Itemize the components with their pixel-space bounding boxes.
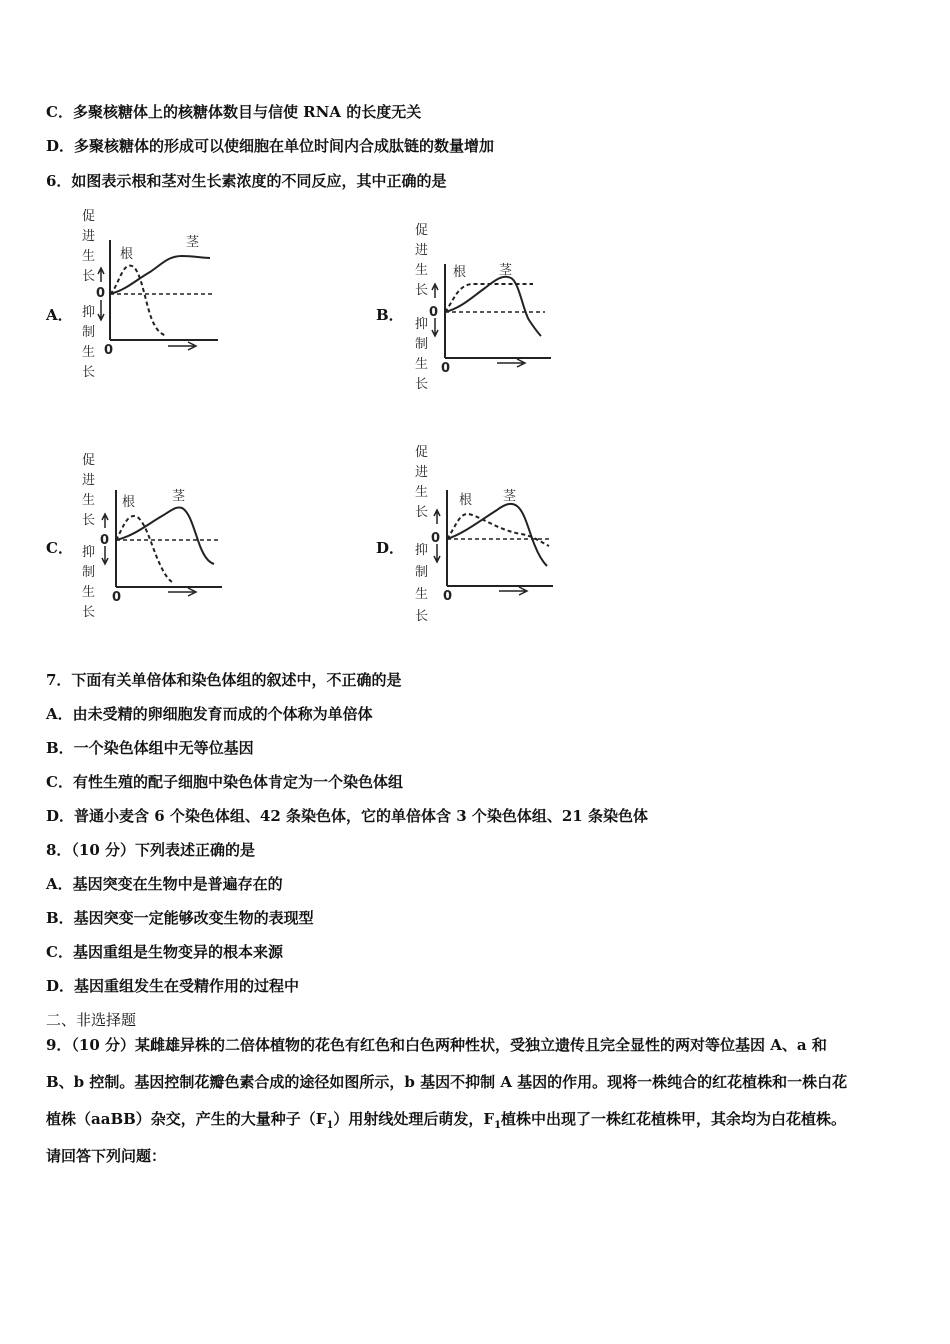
q6-option-a-letter: A． (46, 306, 73, 324)
q9-line-3-part: ）用射线处理后萌发，F (333, 1110, 495, 1128)
q8-stem: 8．（10 分）下列表述正确的是 (46, 841, 256, 859)
axis-label-char: 抑 (82, 305, 96, 320)
right-arrow-icon (499, 587, 527, 595)
axis-label-char: 生 (82, 345, 96, 360)
subscript: 1 (494, 1120, 502, 1131)
root-label: 根 (453, 265, 467, 280)
axis-label-char: 长 (82, 605, 96, 620)
axis-label-char: 进 (82, 473, 96, 488)
axis-label-char: 生 (415, 587, 429, 602)
axis-label-char: 生 (415, 357, 429, 372)
stem-curve (447, 504, 547, 566)
q6-option-c-letter: C． (46, 539, 73, 557)
axis-label-char: 长 (82, 365, 96, 380)
axis-label-char: 长 (415, 377, 429, 392)
axis-label-char: 制 (82, 325, 96, 340)
axis-label-char: 抑 (415, 543, 429, 558)
q6-figure-c (72, 444, 232, 629)
root-label: 根 (120, 247, 134, 262)
down-arrow-icon (434, 544, 440, 562)
x-axis-zero: 0 (104, 343, 114, 358)
origin-zero: 0 (96, 286, 106, 301)
right-arrow-icon (497, 359, 525, 367)
up-arrow-icon (434, 510, 440, 524)
axis-label-char: 生 (82, 249, 96, 264)
root-label: 根 (459, 493, 473, 508)
axis-label-char: 促 (415, 223, 429, 238)
right-arrow-icon (168, 342, 196, 350)
q7-option-a: A．由未受精的卵细胞发育而成的个体称为单倍体 (46, 705, 373, 723)
q7-option-b: B．一个染色体组中无等位基因 (46, 739, 254, 757)
stem-label: 茎 (172, 489, 186, 504)
axis-label-char: 生 (415, 485, 429, 500)
root-curve (116, 516, 172, 582)
x-axis-zero: 0 (112, 590, 122, 605)
q5-option-c: C．多聚核糖体上的核糖体数目与信使 RNA 的长度无关 (46, 103, 422, 121)
axis-label-char: 长 (415, 505, 429, 520)
q7-option-d: D．普通小麦含 6 个染色体组、42 条染色体，它的单倍体含 3 个染色体组、21 条染色体 (46, 807, 648, 825)
q6-figure-b (405, 214, 565, 399)
q9-line-3-part: 植株（aaBB）杂交，产生的大量种子（F (46, 1110, 327, 1128)
down-arrow-icon (102, 546, 108, 564)
axis-label-char: 长 (82, 513, 96, 528)
root-label: 根 (122, 495, 136, 510)
origin-zero: 0 (431, 531, 441, 546)
q8-option-a: A．基因突变在生物中是普遍存在的 (46, 875, 283, 893)
q9-line-3-part: 植株中出现了一株红花植株甲，其余均为白花植株。 (501, 1110, 847, 1128)
axis-label-char: 生 (82, 493, 96, 508)
q7-stem: 7．下面有关单倍体和染色体组的叙述中，不正确的是 (46, 671, 402, 689)
down-arrow-icon (98, 300, 104, 320)
axis-label-char: 生 (82, 585, 96, 600)
axis-label-char: 进 (415, 465, 429, 480)
axis-label-char: 长 (415, 609, 429, 624)
q6-figure-d (405, 438, 565, 628)
q6-figure-a (70, 200, 230, 385)
up-arrow-icon (98, 268, 104, 282)
x-axis-zero: 0 (443, 589, 453, 604)
axis-label-char: 长 (415, 283, 429, 298)
axis-label-char: 长 (82, 269, 96, 284)
q7-option-c: C．有性生殖的配子细胞中染色体肯定为一个染色体组 (46, 773, 403, 791)
subscript: 1 (326, 1120, 334, 1131)
axis-label-char: 生 (415, 263, 429, 278)
q9-line-4: 请回答下列问题： (46, 1147, 167, 1165)
down-arrow-icon (432, 318, 438, 336)
root-curve (110, 266, 166, 336)
stem-curve (445, 277, 541, 336)
x-axis-zero: 0 (441, 361, 451, 376)
axis-label-char: 抑 (82, 545, 96, 560)
up-arrow-icon (432, 284, 438, 298)
q8-option-b: B．基因突变一定能够改变生物的表现型 (46, 909, 314, 927)
q8-option-d: D．基因重组发生在受精作用的过程中 (46, 977, 300, 995)
axis-label-char: 促 (415, 445, 429, 460)
q9-line-3 (46, 1109, 846, 1136)
axis-label-char: 制 (82, 565, 96, 580)
axis-label-char: 制 (415, 565, 429, 580)
q6-stem: 6．如图表示根和茎对生长素浓度的不同反应，其中正确的是 (46, 172, 447, 190)
q6-option-d-letter: D． (376, 539, 405, 557)
q6-option-b-letter: B． (376, 306, 404, 324)
axis-label-char: 进 (415, 243, 429, 258)
axis-label-char: 促 (82, 209, 96, 224)
stem-label: 茎 (499, 263, 513, 278)
origin-zero: 0 (100, 533, 110, 548)
axis-label-char: 进 (82, 229, 96, 244)
q9-line-1: 9．（10 分）某雌雄异株的二倍体植物的花色有红色和白色两种性状，受独立遗传且完全显性的两对等位基因 A、a 和 (46, 1036, 827, 1054)
origin-zero: 0 (429, 305, 439, 320)
stem-label: 茎 (503, 489, 517, 504)
q5-option-d: D．多聚核糖体的形成可以使细胞在单位时间内合成肽链的数量增加 (46, 137, 495, 155)
stem-label: 茎 (186, 235, 200, 250)
q9-line-2: B、b 控制。基因控制花瓣色素合成的途径如图所示，b 基因不抑制 A 基因的作用。现将一株纯合的红花植株和一株白花 (46, 1073, 848, 1091)
axis-label-char: 抑 (415, 317, 429, 332)
right-arrow-icon (168, 588, 196, 596)
axis-label-char: 促 (82, 453, 96, 468)
up-arrow-icon (102, 514, 108, 528)
q8-option-c: C．基因重组是生物变异的根本来源 (46, 943, 283, 961)
section-title: 二、非选择题 (46, 1011, 137, 1029)
axis-label-char: 制 (415, 337, 429, 352)
